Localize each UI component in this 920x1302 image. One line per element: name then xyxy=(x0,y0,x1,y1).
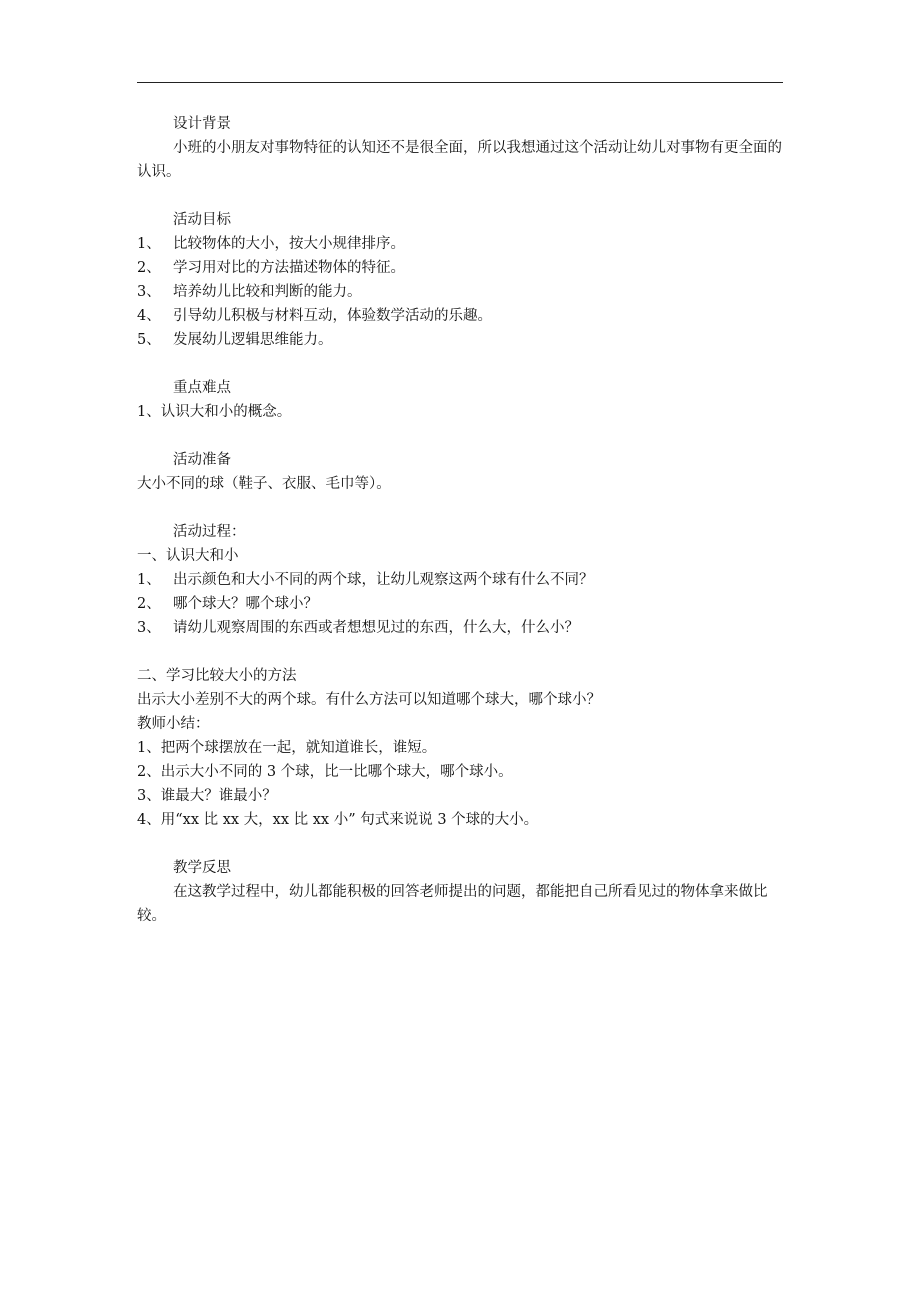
teacher-summary-label: 教师小结： xyxy=(137,716,210,732)
background-paragraph: 小班的小朋友对事物特征的认知还不是很全面，所以我想通过这个活动让幼儿对事物有更全面的认识。 xyxy=(137,140,782,180)
section-heading-key-points: 重点难点 xyxy=(173,380,231,396)
spacer xyxy=(137,832,783,856)
summary-item-2: 2、出示大小不同的 3 个球，比一比哪个球大，哪个球小。 xyxy=(137,764,513,780)
summary-item-3: 3、谁最大？谁最小？ xyxy=(137,788,277,804)
section-heading-reflection: 教学反思 xyxy=(173,860,231,876)
process-part1-item-1: 1、 出示颜色和大小不同的两个球，让幼儿观察这两个球有什么不同？ xyxy=(137,572,594,588)
goal-item-2: 2、 学习用对比的方法描述物体的特征。 xyxy=(137,260,405,276)
spacer xyxy=(137,496,783,520)
spacer xyxy=(137,352,783,376)
spacer xyxy=(137,424,783,448)
process-part1-item-3: 3、 请幼儿观察周围的东西或者想想见过的东西，什么大，什么小？ xyxy=(137,620,579,636)
process-part2-intro: 出示大小差别不大的两个球。有什么方法可以知道哪个球大，哪个球小？ xyxy=(137,692,601,708)
section-heading-goals: 活动目标 xyxy=(173,212,231,228)
spacer xyxy=(137,640,783,664)
process-part1-title: 一、认识大和小 xyxy=(137,548,239,564)
goal-item-3: 3、 培养幼儿比较和判断的能力。 xyxy=(137,284,362,300)
process-part1-item-2: 2、 哪个球大？哪个球小？ xyxy=(137,596,318,612)
section-heading-process: 活动过程： xyxy=(173,524,246,540)
document-body xyxy=(137,112,783,928)
summary-item-4: 4、用“xx 比 xx 大，xx 比 xx 小” 句式来说说 3 个球的大小。 xyxy=(137,812,539,828)
key-point-line: 1、认识大和小的概念。 xyxy=(137,404,292,420)
goal-item-5: 5、 发展幼儿逻辑思维能力。 xyxy=(137,332,333,348)
goal-item-1: 1、 比较物体的大小，按大小规律排序。 xyxy=(137,236,405,252)
header-rule xyxy=(137,82,783,83)
section-heading-background: 设计背景 xyxy=(173,116,231,132)
preparation-line: 大小不同的球（鞋子、衣服、毛巾等）。 xyxy=(137,476,391,492)
summary-item-1: 1、把两个球摆放在一起，就知道谁长，谁短。 xyxy=(137,740,437,756)
goal-item-4: 4、 引导幼儿积极与材料互动，体验数学活动的乐趣。 xyxy=(137,308,492,324)
spacer xyxy=(137,184,783,208)
section-heading-preparation: 活动准备 xyxy=(173,452,231,468)
process-part2-title: 二、学习比较大小的方法 xyxy=(137,668,297,684)
reflection-paragraph: 在这教学过程中，幼儿都能积极的回答老师提出的问题，都能把自己所看见过的物体拿来做比较。 xyxy=(137,884,768,924)
